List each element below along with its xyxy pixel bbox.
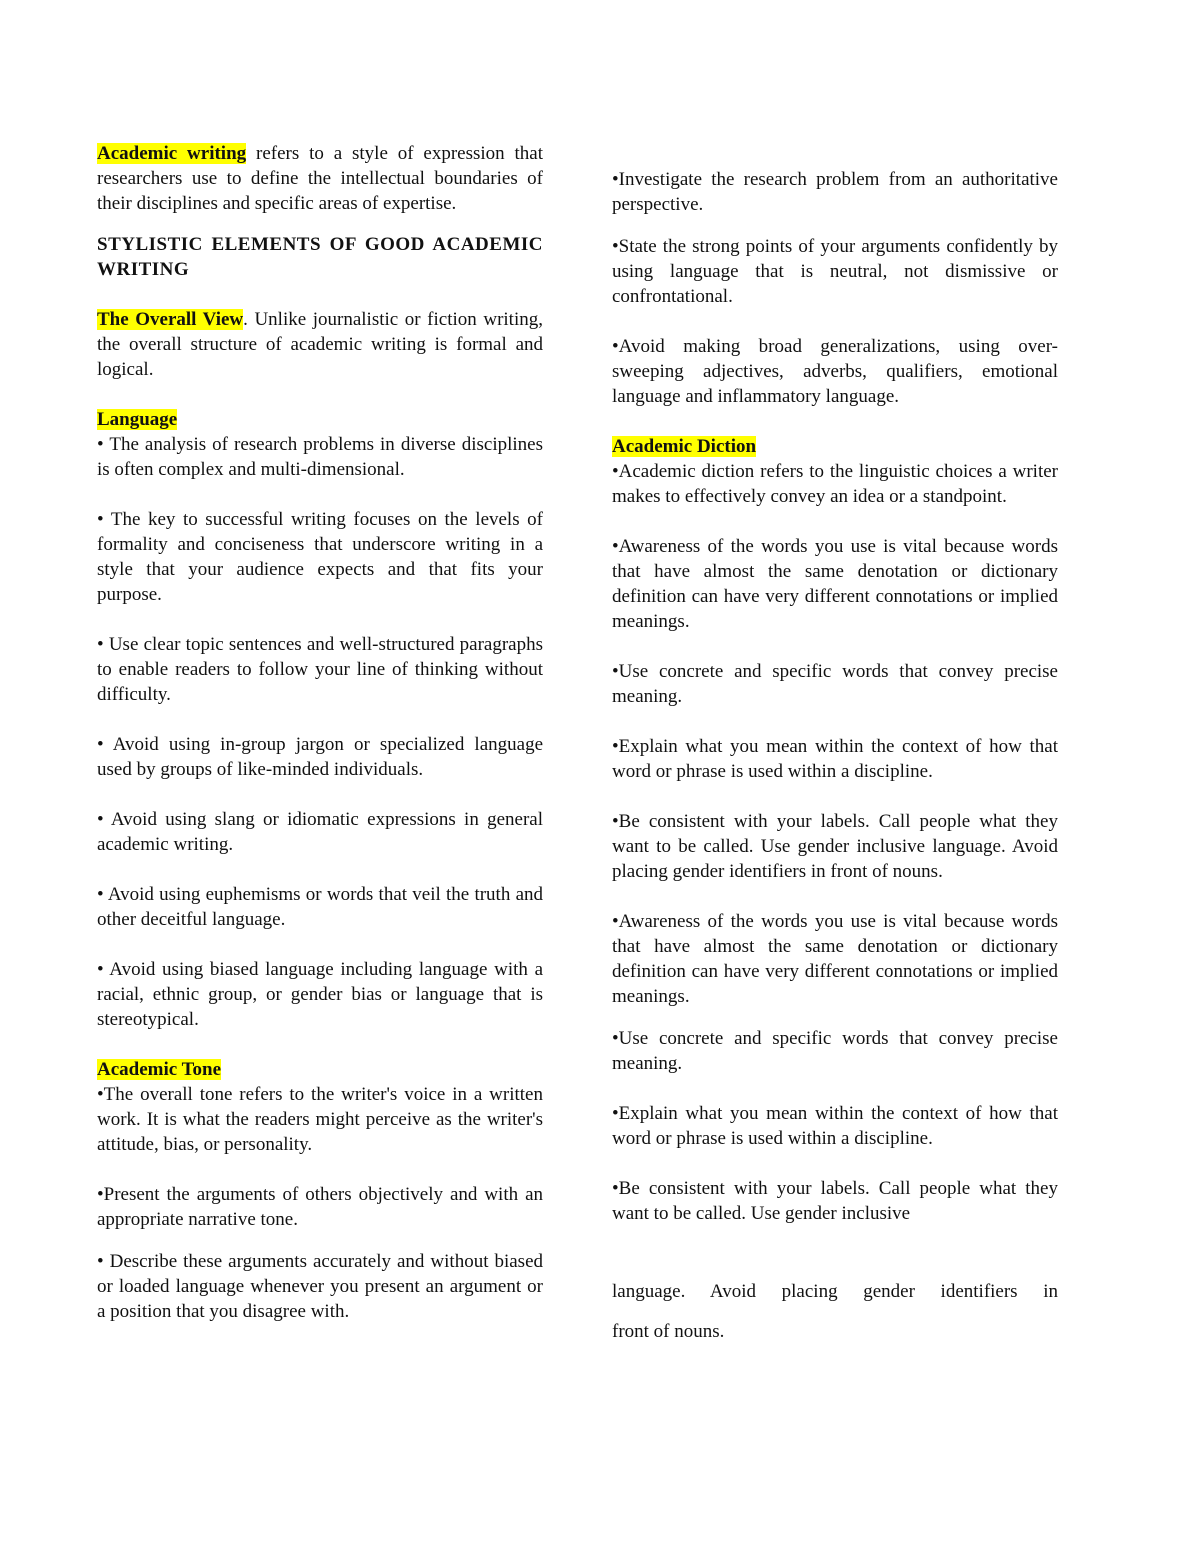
diction-item: •Awareness of the words you use is vital because words that have almost the same denotation or dictionary definition can have very different connotations or implied meanings. [612, 536, 1058, 632]
tone-item: •The overall tone refers to the writer's voice in a written work. It is what the readers might perceive as the writer's attitude, bias, or personality. [97, 1084, 543, 1155]
diction-heading-line [612, 434, 1058, 459]
overall-view-text: . Unlike journalistic or fiction writing, the overall structure of academic writing is formal and logical. [97, 309, 543, 380]
intro-text: refers to a style of expression that researchers use to define the intellectual boundaries of their disciplines and specific areas of expertise. [97, 143, 543, 214]
intro-paragraph [97, 141, 543, 216]
language-heading-line [97, 407, 543, 432]
diction-item: •Explain what you mean within the context of how that word or phrase is used within a discipline. [612, 1103, 1058, 1149]
right-column [612, 167, 1058, 1344]
language-item: • Avoid using biased language including language with a racial, ethnic group, or gender bias or language that is stereotypical. [97, 959, 543, 1030]
diction-item: •Academic diction refers to the linguistic choices a writer makes to effectively convey an idea or a standpoint. [612, 461, 1058, 507]
academic-tone-heading: Academic Tone [97, 1059, 222, 1080]
diction-tail-line: front of nouns. [612, 1321, 725, 1342]
tone-item: •State the strong points of your arguments confidently by using language that is neutral, not dismissive or confrontational. [612, 236, 1058, 307]
language-item: • Avoid using slang or idiomatic expressions in general academic writing. [97, 809, 543, 855]
section-title: STYLISTIC ELEMENTS OF GOOD ACADEMIC WRITING [97, 234, 543, 280]
diction-item: •Awareness of the words you use is vital because words that have almost the same denotation or dictionary definition can have very different connotations or implied meanings. [612, 911, 1058, 1007]
tone-item: •Present the arguments of others objectively and with an appropriate narrative tone. [97, 1184, 543, 1230]
diction-item: •Explain what you mean within the context of how that word or phrase is used within a discipline. [612, 736, 1058, 782]
diction-item: •Be consistent with your labels. Call people what they want to be called. Use gender inclusive [612, 1178, 1058, 1224]
tone-item: •Investigate the research problem from an authoritative perspective. [612, 169, 1058, 215]
diction-item: •Use concrete and specific words that convey precise meaning. [612, 1028, 1058, 1074]
language-item: • Avoid using in-group jargon or specialized language used by groups of like-minded individuals. [97, 734, 543, 780]
left-column [97, 141, 543, 1324]
language-item: • Use clear topic sentences and well-structured paragraphs to enable readers to follow your line of thinking without difficulty. [97, 634, 543, 705]
academic-diction-heading: Academic Diction [612, 436, 757, 457]
diction-item: •Be consistent with your labels. Call people what they want to be called. Use gender inclusive language. Avoid placing gender identifiers in front of nouns. [612, 811, 1058, 882]
tone-item: • Describe these arguments accurately and without biased or loaded language whenever you present an argument or a position that you disagree with. [97, 1251, 543, 1322]
overall-view-paragraph [97, 307, 543, 382]
tone-heading-line [97, 1057, 543, 1082]
term-overall-view: The Overall View [97, 309, 244, 330]
language-item: • The analysis of research problems in diverse disciplines is often complex and multi-dimensional. [97, 434, 543, 480]
diction-tail-line: language. Avoid placing gender identifiers in [612, 1281, 1058, 1302]
language-item: • Avoid using euphemisms or words that veil the truth and other deceitful language. [97, 884, 543, 930]
language-heading: Language [97, 409, 178, 430]
tone-item: •Avoid making broad generalizations, using over-sweeping adjectives, adverbs, qualifiers, emotional language and inflammatory language. [612, 336, 1058, 407]
diction-item: •Use concrete and specific words that convey precise meaning. [612, 661, 1058, 707]
term-academic-writing: Academic writing [97, 143, 247, 164]
language-item: • The key to successful writing focuses on the levels of formality and conciseness that underscore writing in a style that your audience expects and that fits your purpose. [97, 509, 543, 605]
